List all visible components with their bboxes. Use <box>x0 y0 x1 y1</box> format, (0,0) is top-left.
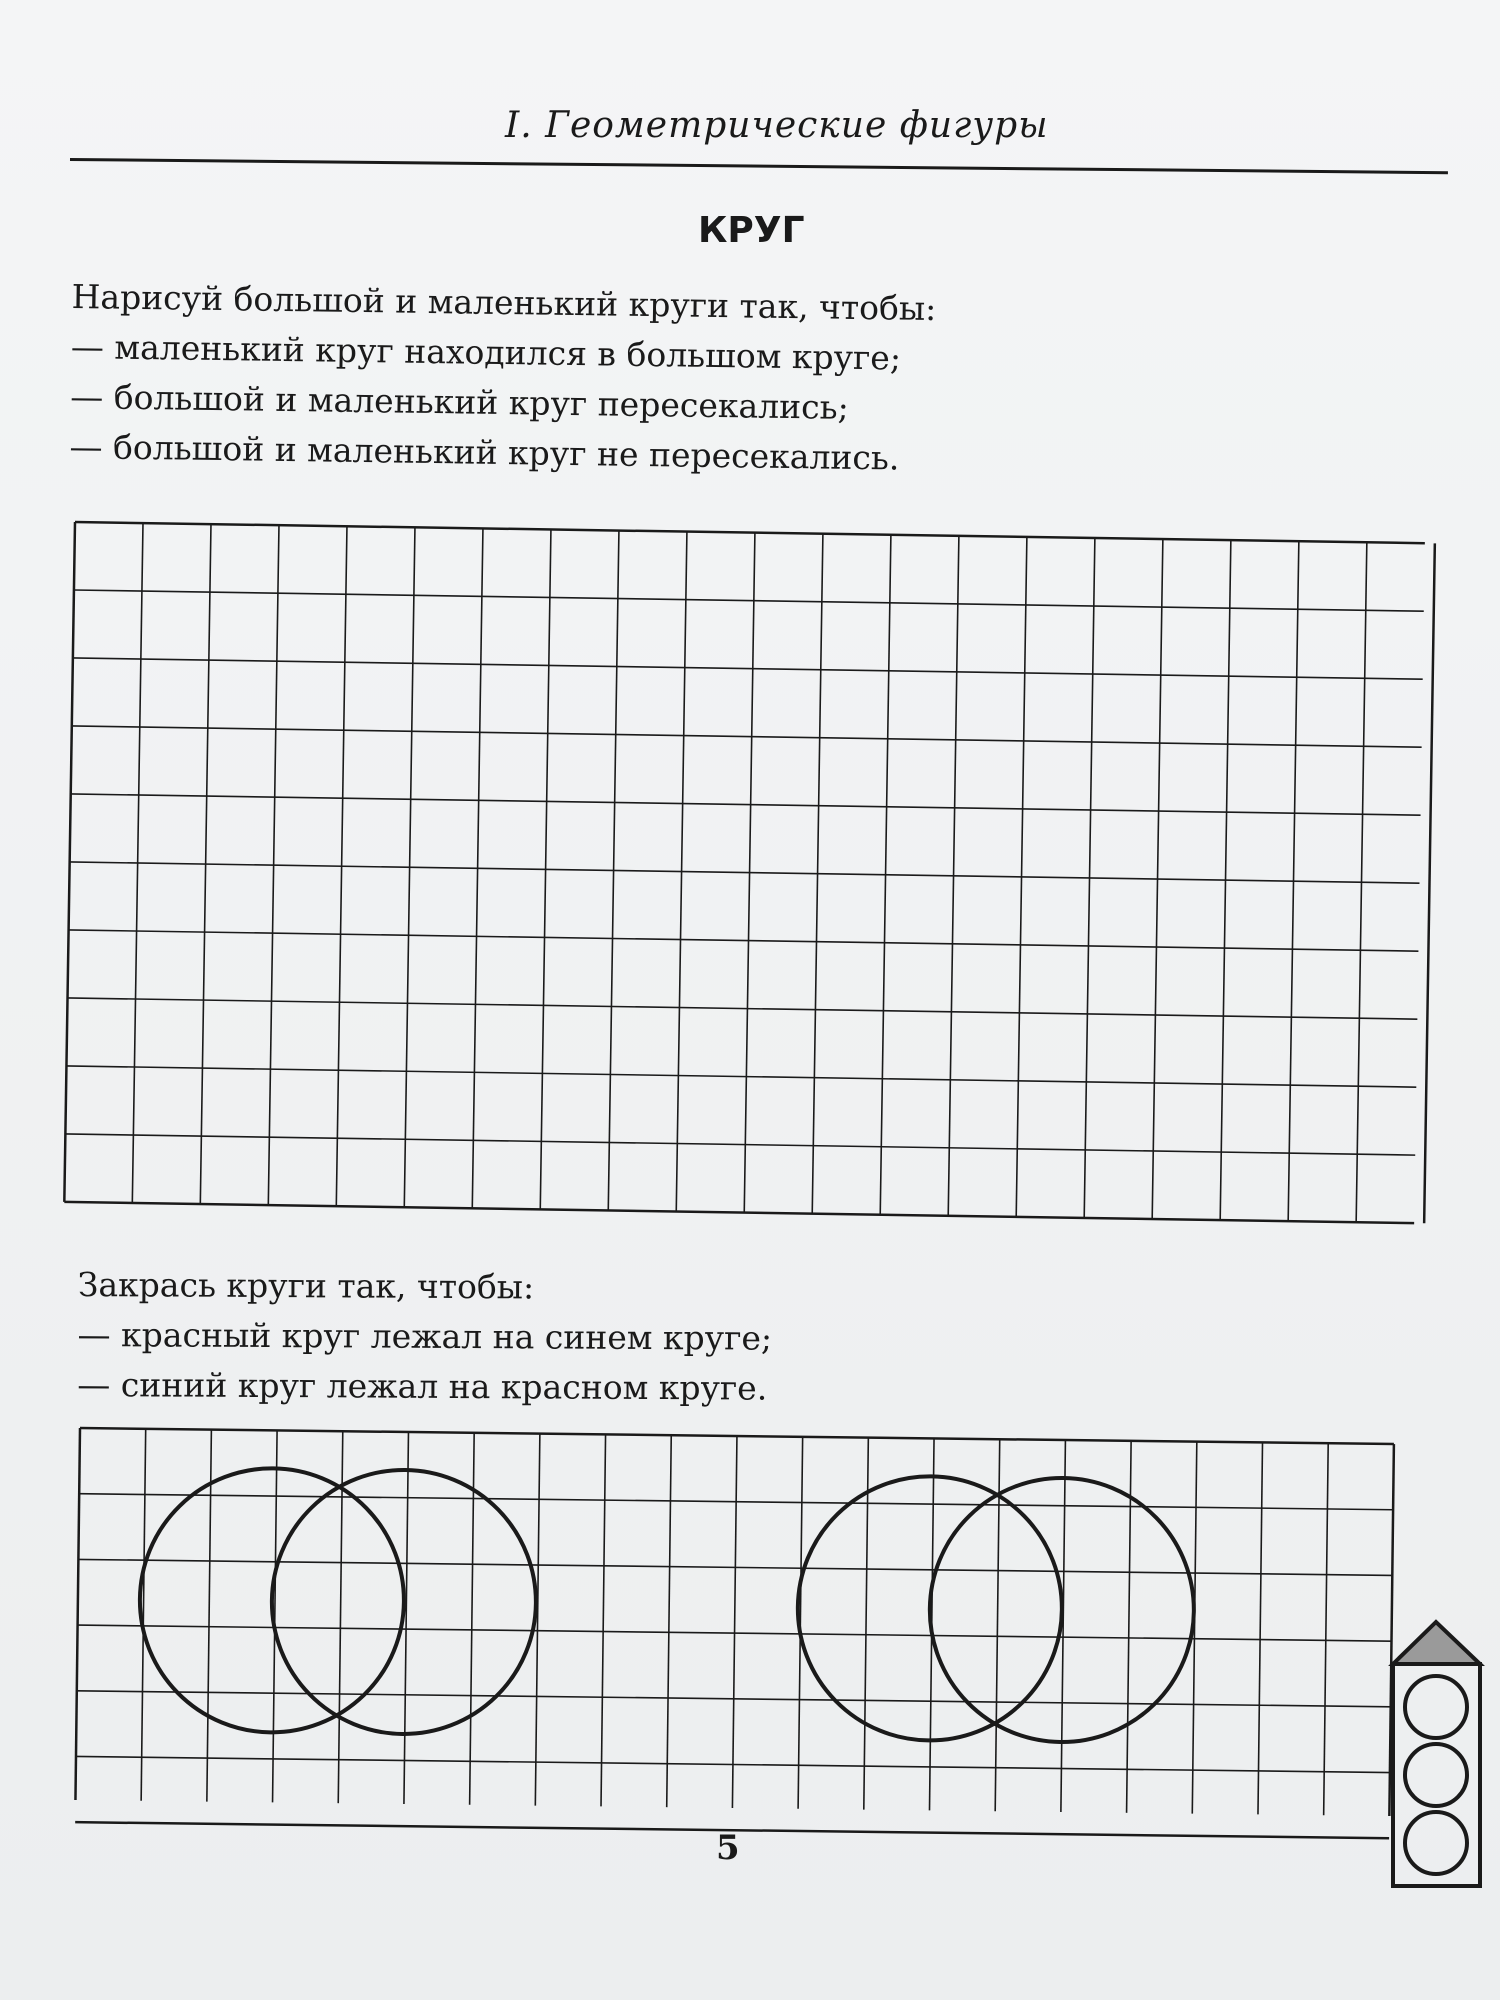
task2-item: — красный круг лежал на синем круге; <box>77 1314 773 1358</box>
chapter-title: I. Геометрические фигуры <box>505 105 1049 146</box>
grid-line <box>64 1202 1414 1223</box>
page-number: 5 <box>716 1828 740 1868</box>
grid-line <box>75 522 1425 543</box>
task2-item: — синий круг лежал на красном круге. <box>77 1364 768 1408</box>
grid-line <box>66 1066 1416 1087</box>
grid-line <box>1424 543 1435 1223</box>
grid-line <box>74 590 1424 611</box>
grid-line <box>68 998 1418 1019</box>
grid-line <box>601 1434 606 1806</box>
task1-item: — маленький круг находился в большом круге; <box>70 326 902 378</box>
task2-instructions <box>77 1260 772 1414</box>
grid-line <box>70 862 1420 883</box>
task1-intro: Нарисуй большой и маленький круги так, чтобы: <box>71 276 937 329</box>
traffic-light-icon <box>1393 1622 1480 1886</box>
grid-line <box>732 1436 737 1808</box>
task1-item: — большой и маленький круг не пересекались. <box>69 426 900 478</box>
grid-line <box>71 794 1421 815</box>
grid-line <box>65 1134 1415 1155</box>
coloring-grid <box>75 1428 1394 1838</box>
task2-intro: Закрась круги так, чтобы: <box>77 1264 535 1307</box>
grid-line <box>1324 1443 1329 1815</box>
drawing-grid[interactable] <box>64 522 1435 1223</box>
task1-item: — большой и маленький круг пересекались; <box>69 376 849 427</box>
section-title: КРУГ <box>698 210 805 251</box>
grid-line <box>75 1428 80 1800</box>
grid-line <box>73 658 1423 679</box>
grid-line <box>1258 1442 1263 1814</box>
grid-line <box>72 726 1422 747</box>
grid-line <box>667 1435 672 1807</box>
grid-line <box>69 930 1419 951</box>
